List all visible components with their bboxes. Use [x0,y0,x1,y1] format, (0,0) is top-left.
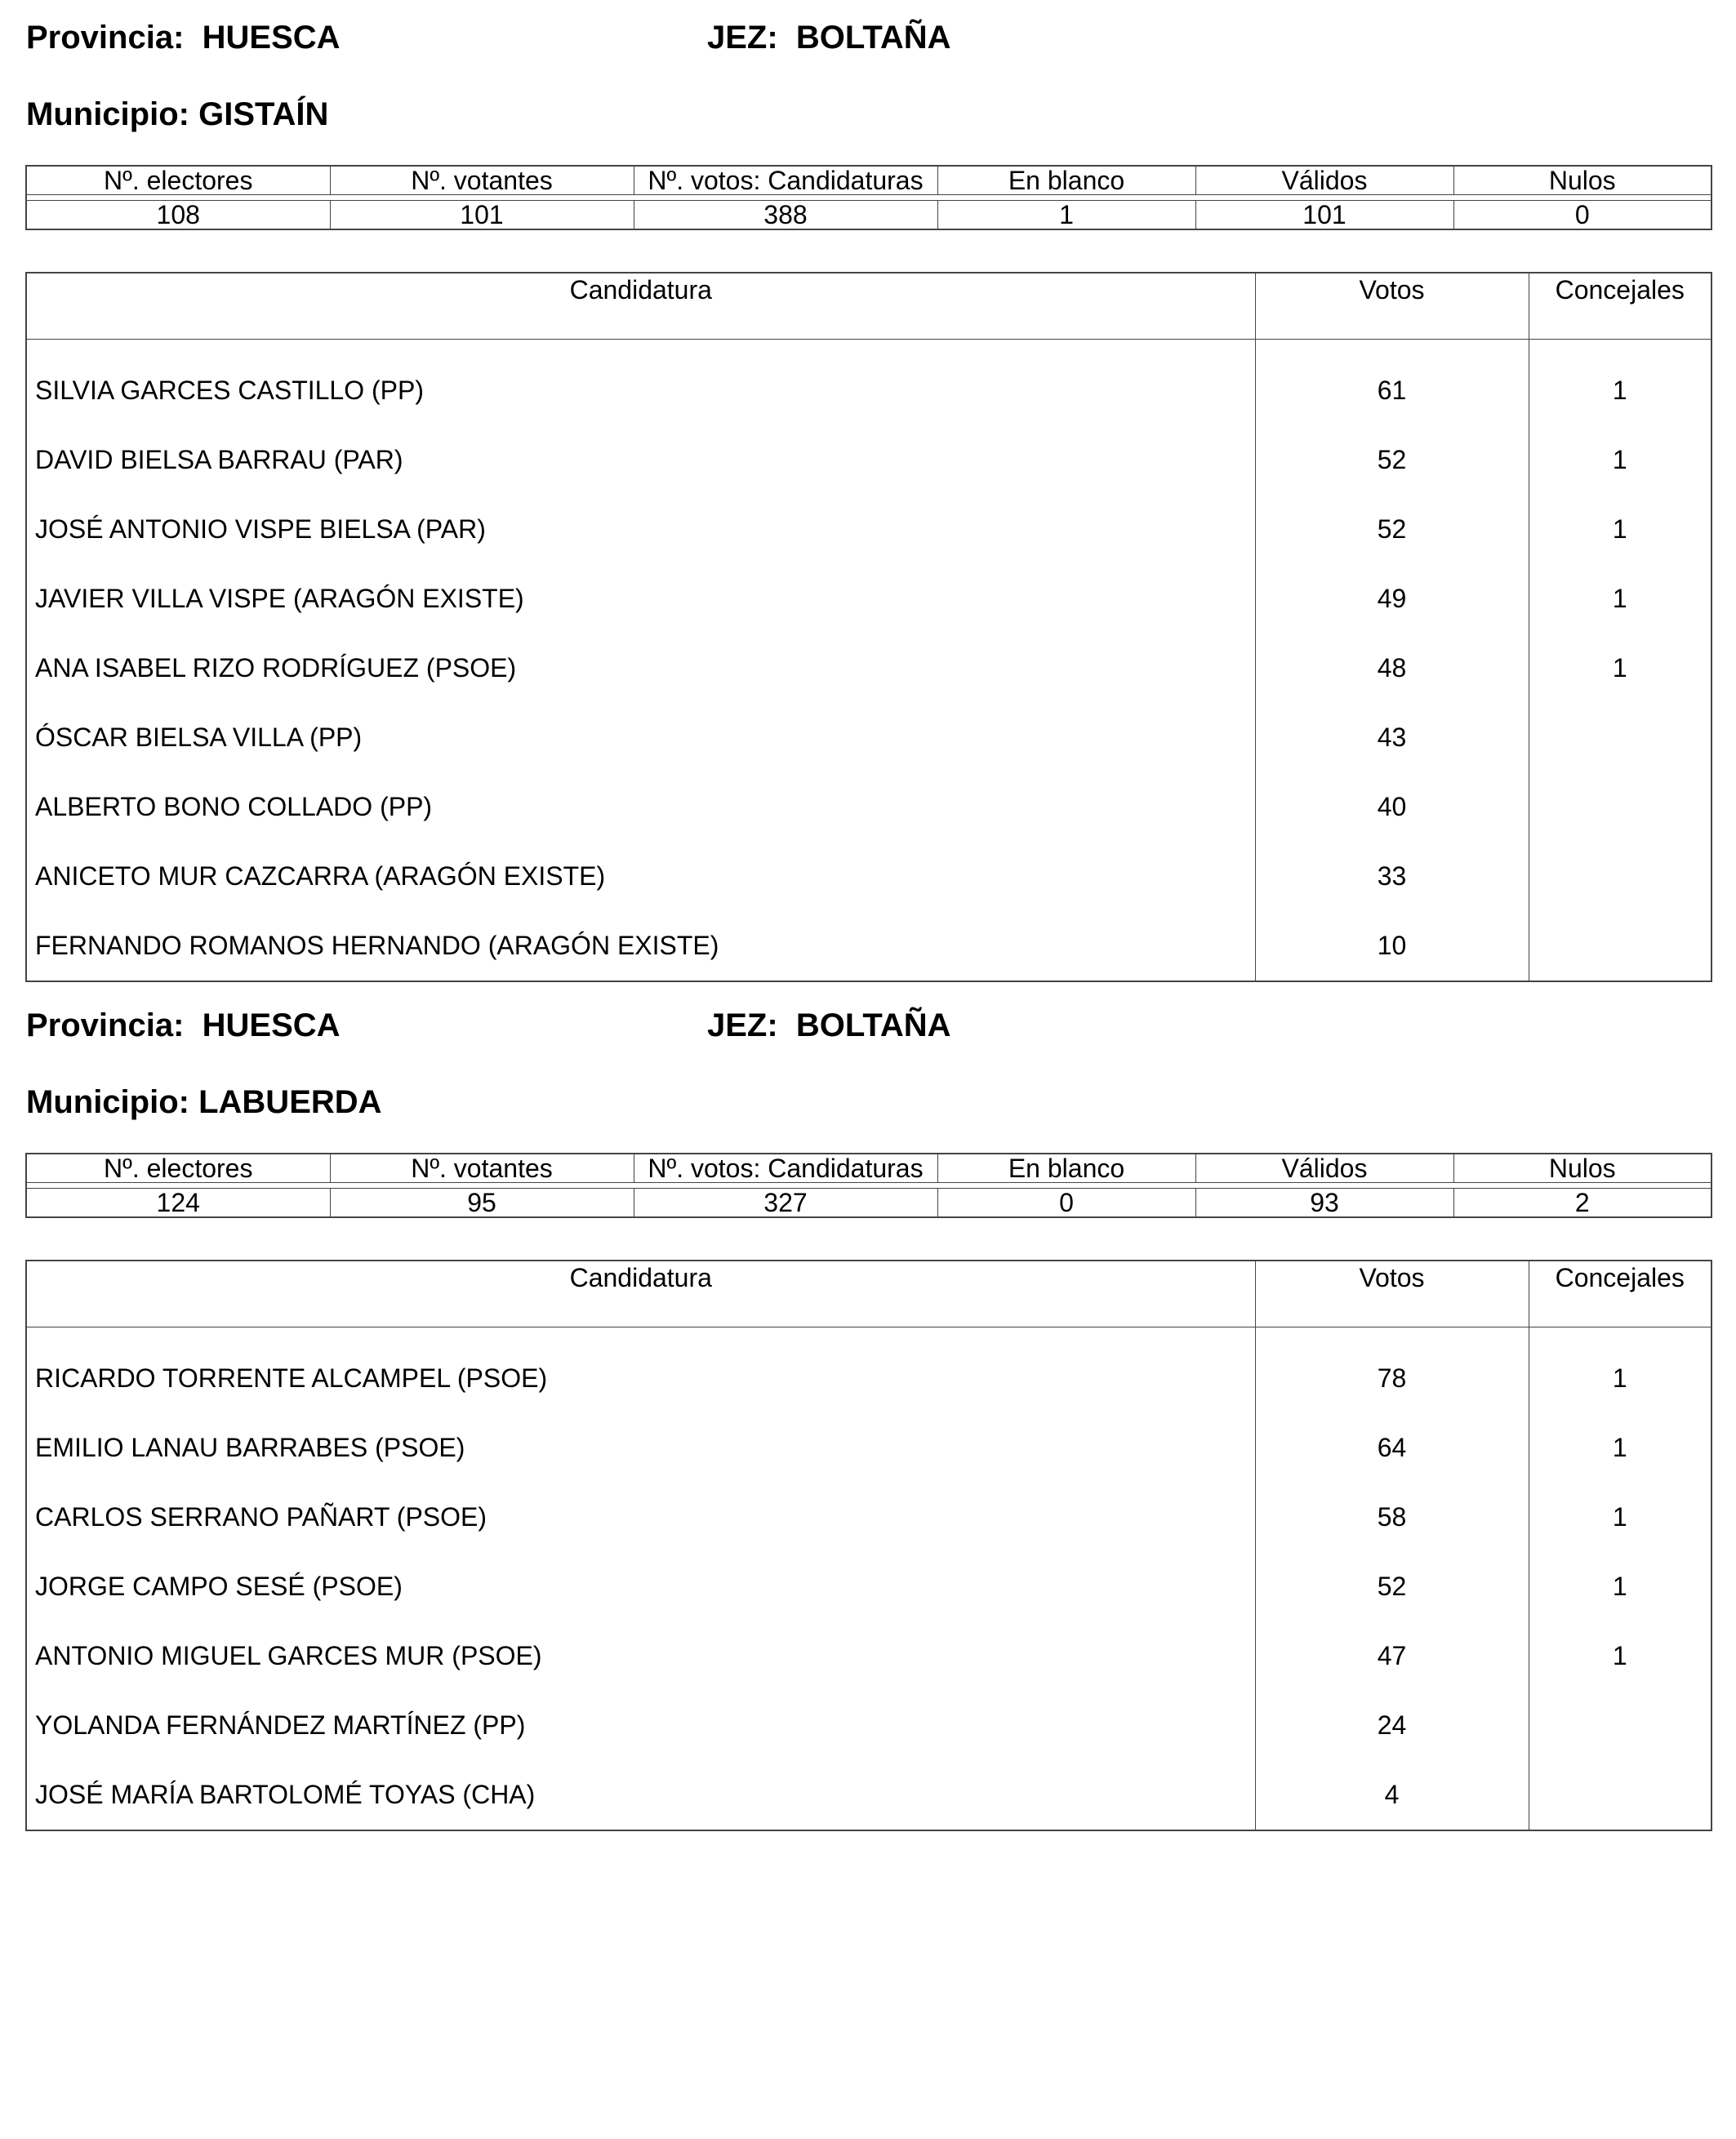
candidates-table [25,272,1712,982]
summary-value-electores: 108 [26,201,330,230]
summary-header-row [26,166,1712,195]
candidate-row [26,1327,1712,1414]
jez-heading [707,18,951,57]
candidate-concejales: 1 [1529,495,1712,564]
summary-value-votos-candidaturas: 388 [634,201,937,230]
summary-header-votantes: Nº. votantes [330,1154,634,1183]
summary-value-en-blanco: 1 [937,201,1195,230]
candidate-concejales: 1 [1529,1327,1712,1414]
summary-value-nulos: 2 [1453,1189,1712,1218]
candidate-votes: 10 [1255,911,1529,981]
candidate-row [26,340,1712,426]
candidate-concejales [1529,772,1712,842]
summary-value-nulos: 0 [1453,201,1712,230]
municipio-label: Municipio: [26,96,189,132]
provincia-value: HUESCA [202,1007,341,1043]
candidate-row [26,634,1712,703]
candidate-name: ÓSCAR BIELSA VILLA (PP) [26,703,1255,772]
provincia-value: HUESCA [202,20,341,56]
candidate-votes: 24 [1255,1691,1529,1760]
candidate-votes: 58 [1255,1483,1529,1552]
candidate-name: ANICETO MUR CAZCARRA (ARAGÓN EXISTE) [26,842,1255,911]
summary-header-votos-candidaturas: Nº. votos: Candidaturas [634,1154,937,1183]
municipio-heading [26,1083,382,1122]
candidate-name: CARLOS SERRANO PAÑART (PSOE) [26,1483,1255,1552]
candidate-row [26,1552,1712,1621]
candidate-name: EMILIO LANAU BARRABES (PSOE) [26,1413,1255,1483]
candidate-name: YOLANDA FERNÁNDEZ MARTÍNEZ (PP) [26,1691,1255,1760]
summary-header-electores: Nº. electores [26,1154,330,1183]
candidate-concejales: 1 [1529,425,1712,495]
candidate-row [26,703,1712,772]
summary-header-votos-candidaturas: Nº. votos: Candidaturas [634,166,937,195]
summary-header-electores: Nº. electores [26,166,330,195]
summary-header-row [26,1154,1712,1183]
candidate-concejales [1529,1691,1712,1760]
candidate-votes: 52 [1255,495,1529,564]
candidate-concejales [1529,842,1712,911]
summary-value-electores: 124 [26,1189,330,1218]
candidate-name: FERNANDO ROMANOS HERNANDO (ARAGÓN EXISTE) [26,911,1255,981]
summary-value-votantes: 101 [330,201,634,230]
candidates-header-concejales: Concejales [1529,273,1712,340]
candidates-header-row [26,1261,1712,1327]
candidate-concejales [1529,1760,1712,1830]
candidate-name: JORGE CAMPO SESÉ (PSOE) [26,1552,1255,1621]
candidate-concejales: 1 [1529,1621,1712,1691]
candidates-header-concejales: Concejales [1529,1261,1712,1327]
candidate-row [26,1760,1712,1830]
candidate-name: JOSÉ ANTONIO VISPE BIELSA (PAR) [26,495,1255,564]
summary-table [25,1153,1712,1218]
summary-header-validos: Válidos [1195,166,1453,195]
summary-value-row [26,1189,1712,1218]
candidates-header-votos: Votos [1255,273,1529,340]
candidates-header-candidatura: Candidatura [26,273,1255,340]
jez-value: BOLTAÑA [795,20,951,56]
candidate-row [26,495,1712,564]
provincia-label: Provincia: [26,20,185,56]
jez-heading [707,1006,951,1045]
candidate-row [26,772,1712,842]
candidate-votes: 43 [1255,703,1529,772]
candidate-votes: 47 [1255,1621,1529,1691]
jez-label: JEZ: [707,20,778,56]
summary-value-en-blanco: 0 [937,1189,1195,1218]
candidate-name: JAVIER VILLA VISPE (ARAGÓN EXISTE) [26,564,1255,634]
candidate-votes: 33 [1255,842,1529,911]
provincia-label: Provincia: [26,1007,185,1043]
candidate-name: JOSÉ MARÍA BARTOLOMÉ TOYAS (CHA) [26,1760,1255,1830]
candidate-row [26,842,1712,911]
summary-header-en-blanco: En blanco [937,1154,1195,1183]
candidate-row [26,425,1712,495]
summary-header-nulos: Nulos [1453,1154,1712,1183]
jez-value: BOLTAÑA [795,1007,951,1043]
jez-label: JEZ: [707,1007,778,1043]
provincia-heading [26,1006,341,1045]
summary-value-validos: 93 [1195,1189,1453,1218]
municipio-label: Municipio: [26,1084,189,1120]
summary-value-validos: 101 [1195,201,1453,230]
candidate-name: RICARDO TORRENTE ALCAMPEL (PSOE) [26,1327,1255,1414]
candidate-name: DAVID BIELSA BARRAU (PAR) [26,425,1255,495]
candidate-name: ANA ISABEL RIZO RODRÍGUEZ (PSOE) [26,634,1255,703]
candidate-concejales: 1 [1529,1483,1712,1552]
candidate-votes: 4 [1255,1760,1529,1830]
candidate-row [26,1483,1712,1552]
candidate-name: SILVIA GARCES CASTILLO (PP) [26,340,1255,426]
candidate-votes: 52 [1255,1552,1529,1621]
candidates-header-candidatura: Candidatura [26,1261,1255,1327]
provincia-heading [26,18,341,57]
candidate-name: ANTONIO MIGUEL GARCES MUR (PSOE) [26,1621,1255,1691]
summary-value-votos-candidaturas: 327 [634,1189,937,1218]
summary-header-validos: Válidos [1195,1154,1453,1183]
candidate-row [26,564,1712,634]
candidate-row [26,1621,1712,1691]
candidates-header-row [26,273,1712,340]
candidate-concejales [1529,703,1712,772]
candidate-votes: 49 [1255,564,1529,634]
candidate-votes: 40 [1255,772,1529,842]
candidate-concejales: 1 [1529,1552,1712,1621]
candidate-row [26,911,1712,981]
candidate-concejales: 1 [1529,340,1712,426]
summary-header-votantes: Nº. votantes [330,166,634,195]
candidate-concejales: 1 [1529,564,1712,634]
municipio-value: LABUERDA [198,1084,382,1120]
summary-table [25,165,1712,230]
summary-value-row [26,201,1712,230]
candidates-header-votos: Votos [1255,1261,1529,1327]
candidate-row [26,1691,1712,1760]
candidate-votes: 64 [1255,1413,1529,1483]
candidate-concejales [1529,911,1712,981]
summary-value-votantes: 95 [330,1189,634,1218]
municipio-heading [26,95,328,134]
candidate-row [26,1413,1712,1483]
candidate-votes: 78 [1255,1327,1529,1414]
summary-header-en-blanco: En blanco [937,166,1195,195]
candidates-table [25,1260,1712,1831]
section-gistain [0,0,1736,972]
section-labuerda [0,988,1736,1837]
candidate-concejales: 1 [1529,1413,1712,1483]
candidate-votes: 48 [1255,634,1529,703]
candidate-votes: 52 [1255,425,1529,495]
municipio-value: GISTAÍN [198,96,329,132]
candidate-name: ALBERTO BONO COLLADO (PP) [26,772,1255,842]
candidate-concejales: 1 [1529,634,1712,703]
summary-header-nulos: Nulos [1453,166,1712,195]
candidate-votes: 61 [1255,340,1529,426]
